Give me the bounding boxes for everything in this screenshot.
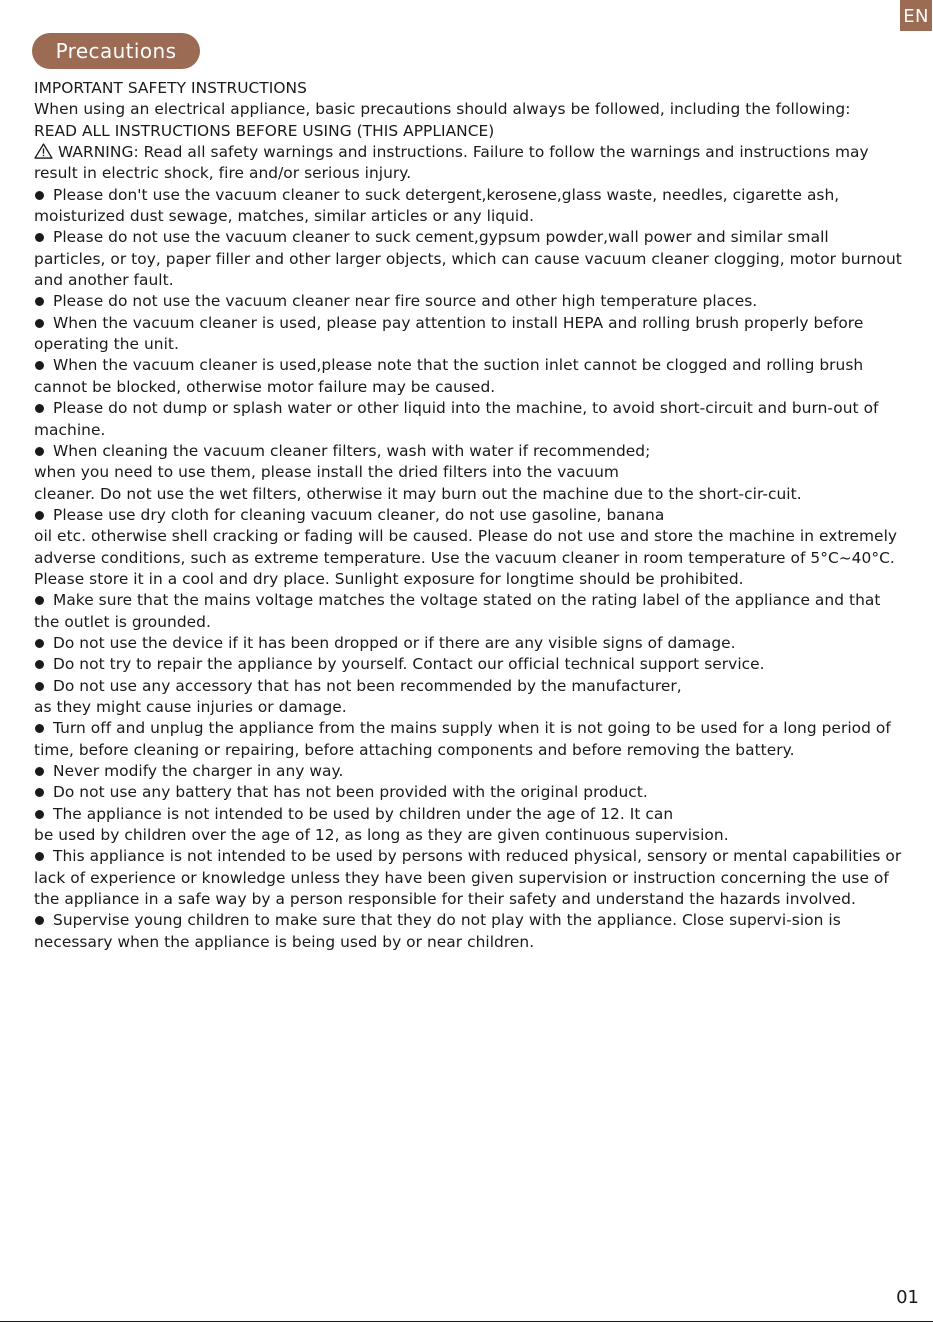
warning-paragraph bbox=[34, 142, 902, 185]
precaution-item-continued bbox=[34, 462, 902, 483]
precaution-text: Do not try to repair the appliance by yourself. Contact our official technical support service. bbox=[53, 655, 765, 674]
bullet-icon bbox=[35, 660, 44, 669]
precaution-text: when you need to use them, please install the dried filters into the vacuum bbox=[34, 463, 619, 482]
page-number: 01 bbox=[896, 1287, 919, 1308]
precaution-item bbox=[34, 227, 902, 291]
bullet-icon bbox=[35, 639, 44, 648]
safety-heading: IMPORTANT SAFETY INSTRUCTIONS bbox=[34, 79, 307, 97]
precaution-item bbox=[34, 590, 902, 633]
precaution-item-continued bbox=[34, 526, 902, 590]
precaution-list bbox=[34, 185, 902, 953]
bullet-icon bbox=[35, 682, 44, 691]
precaution-text: Please do not use the vacuum cleaner near fire source and other high temperature places. bbox=[53, 292, 758, 311]
precaution-text: This appliance is not intended to be used by persons with reduced physical, sensory or mental capabilities or lack of experience or knowledge unless they have been given supervision or instruction concerning the use of the appliance in a safe way by a person responsible for their safety and understand the hazards involved. bbox=[34, 847, 902, 909]
precaution-text: Do not use any battery that has not been provided with the original product. bbox=[53, 783, 648, 802]
precaution-item bbox=[34, 398, 902, 441]
intro-lead: When using an electrical appliance, basic precautions should always be followed, including the following: bbox=[34, 100, 851, 119]
precaution-item bbox=[34, 846, 902, 910]
precaution-item bbox=[34, 676, 902, 697]
precaution-item bbox=[34, 761, 902, 782]
precaution-text: Supervise young children to make sure that they do not play with the appliance. Close supervi-sion is necessary when the appliance is being used by or near children. bbox=[34, 911, 841, 951]
footer-divider bbox=[0, 1321, 933, 1322]
bullet-icon bbox=[35, 447, 44, 456]
precaution-item-continued bbox=[34, 484, 902, 505]
language-tab: EN bbox=[900, 0, 932, 31]
bullet-icon bbox=[35, 767, 44, 776]
precaution-item bbox=[34, 313, 902, 356]
precaution-item bbox=[34, 633, 902, 654]
precaution-text: Make sure that the mains voltage matches the voltage stated on the rating label of the appliance and that the outlet is grounded. bbox=[34, 591, 881, 631]
precaution-text: The appliance is not intended to be used by children under the age of 12. It can bbox=[53, 804, 674, 823]
bullet-icon bbox=[35, 319, 44, 328]
precaution-text: When the vacuum cleaner is used,please note that the suction inlet cannot be clogged and rolling brush cannot be blocked, otherwise motor failure may be caused. bbox=[34, 356, 864, 396]
precaution-text: oil etc. otherwise shell cracking or fading will be caused. Please do not use and store the machine in extremely adverse conditions, such as extreme temperature. Use the vacuum cleaner in room temperature of 5°C~40°C. Please store it in a cool and dry place. Sunlight exposure for longtime should be prohibited. bbox=[34, 527, 898, 588]
precaution-item-continued bbox=[34, 825, 902, 846]
bullet-icon bbox=[35, 810, 44, 819]
precaution-item bbox=[34, 718, 902, 761]
precaution-item bbox=[34, 185, 902, 228]
warning-text: WARNING: Read all safety warnings and instructions. Failure to follow the warnings and instructions may result in electric shock, fire and/or serious injury. bbox=[34, 143, 869, 183]
bullet-icon bbox=[35, 404, 44, 413]
precaution-text: Never modify the charger in any way. bbox=[53, 762, 344, 780]
precaution-text: Please use dry cloth for cleaning vacuum cleaner, do not use gasoline, banana bbox=[53, 505, 665, 524]
precaution-text: as they might cause injuries or damage. bbox=[34, 697, 347, 716]
bullet-icon bbox=[35, 511, 44, 520]
bullet-icon bbox=[35, 191, 44, 200]
precaution-text: Do not use any accessory that has not been recommended by the manufacturer, bbox=[53, 676, 682, 695]
read-all-instructions: READ ALL INSTRUCTIONS BEFORE USING (THIS APPLIANCE) bbox=[34, 121, 495, 140]
precaution-item bbox=[34, 910, 902, 953]
precaution-text: cleaner. Do not use the wet filters, otherwise it may burn out the machine due to the short-cir-cuit. bbox=[34, 484, 802, 503]
bullet-icon bbox=[35, 916, 44, 925]
precaution-text: be used by children over the age of 12, as long as they are given continuous supervision. bbox=[34, 826, 729, 845]
bullet-icon bbox=[35, 724, 44, 733]
precautions-text bbox=[34, 78, 902, 953]
precaution-item bbox=[34, 804, 902, 825]
bullet-icon bbox=[35, 233, 44, 242]
bullet-icon bbox=[35, 852, 44, 861]
precaution-text: Do not use the device if it has been dropped or if there are any visible signs of damage. bbox=[53, 633, 736, 652]
precaution-text: When the vacuum cleaner is used, please pay attention to install HEPA and rolling brush properly before operating the unit. bbox=[34, 313, 864, 354]
bullet-icon bbox=[35, 297, 44, 306]
section-title: Precautions bbox=[32, 33, 200, 69]
precaution-item-continued bbox=[34, 697, 902, 718]
precaution-text: Please don't use the vacuum cleaner to suck detergent,kerosene,glass waste, needles, cigarette ash, moisturized dust sewage, matches, similar articles or any liquid. bbox=[34, 185, 840, 226]
precaution-item bbox=[34, 441, 902, 462]
warning-triangle-icon bbox=[34, 143, 53, 159]
precaution-text: Please do not dump or splash water or other liquid into the machine, to avoid short-circuit and burn-out of machine. bbox=[34, 399, 879, 439]
precaution-item bbox=[34, 291, 902, 312]
precaution-item bbox=[34, 782, 902, 803]
precaution-item bbox=[34, 355, 902, 398]
precaution-item bbox=[34, 654, 902, 675]
bullet-icon bbox=[35, 361, 44, 370]
bullet-icon bbox=[35, 596, 44, 605]
precaution-text: When cleaning the vacuum cleaner filters, wash with water if recommended; bbox=[53, 441, 651, 460]
precaution-text: Turn off and unplug the appliance from the mains supply when it is not going to be used for a long period of time, before cleaning or repairing, before attaching components and before removing the battery. bbox=[34, 719, 891, 759]
precaution-text: Please do not use the vacuum cleaner to suck cement,gypsum powder,wall power and similar small particles, or toy, paper filler and other larger objects, which can cause vacuum cleaner clogging, motor burnout and another fault. bbox=[34, 228, 902, 290]
precaution-item bbox=[34, 505, 902, 526]
bullet-icon bbox=[35, 788, 44, 797]
